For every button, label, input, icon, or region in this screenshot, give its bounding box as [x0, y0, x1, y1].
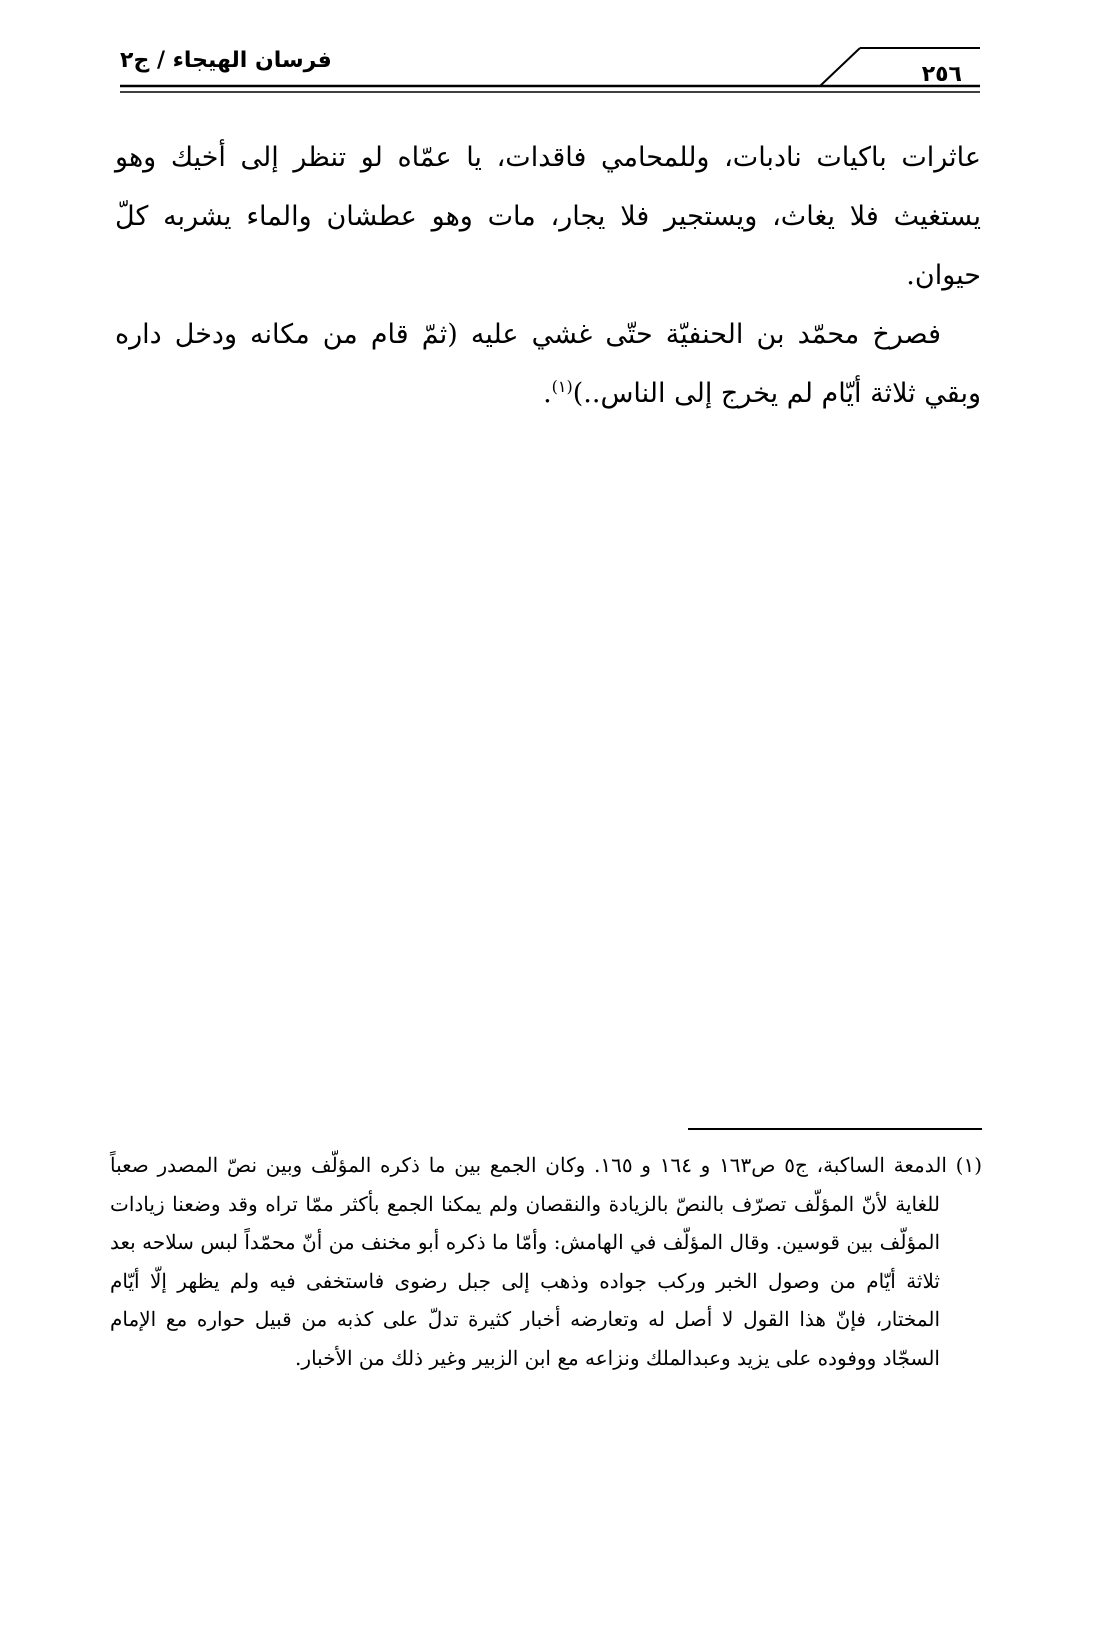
footnote-reference[interactable]: (١) — [551, 377, 573, 396]
main-text — [115, 128, 981, 423]
paragraph-text: فصرخ محمّد بن الحنفيّة حتّى غشي عليه (ثمّ قام من مكانه ودخل داره وبقي ثلاثة أيّام لم يخرج إلى الناس..) — [115, 319, 981, 409]
footnote: (١) الدمعة الساكبة، ج٥ ص١٦٣ و ١٦٤ و ١٦٥. وكان الجمع بين ما ذكره المؤلّف وبين نصّ المصدر صعباً للغاية لأنّ المؤلّف تصرّف بالنصّ بالزيادة والنقصان ولم يمكنا الجمع بأكثر ممّا تراه وقد وضعنا زيادات المؤلّف بين قوسين. وقال المؤلّف في الهامش: وأمّا ما ذكره أبو مخنف من أنّ محمّداً لبس سلاحه بعد ثلاثة أيّام من وصول الخبر وركب جواده وذهب إلى جبل رضوى فاستخفى فيه ولم يظهر إلّا أيّام المختار، فإنّ هذا القول لا أصل له وتعارضه أخبار كثيرة تدلّ على كذبه من قبيل حواره مع الإمام السجّاد ووفوده على يزيد وعبدالملك ونزاعه مع ابن الزبير وغير ذلك من الأخبار. — [110, 1153, 982, 1370]
footnotes — [110, 1146, 982, 1377]
paragraph: عاثرات باكيات نادبات، وللمحامي فاقدات، يا عمّاه لو تنظر إلى أخيك وهو يستغيث فلا يغاث، ويستجير فلا يجار، مات وهو عطشان والماء يشربه كلّ حيوان. — [115, 142, 981, 291]
page-header — [120, 44, 980, 100]
page-number: ٢٥٦ — [921, 62, 962, 87]
footnote-separator — [688, 1128, 982, 1130]
running-title: فرسان الهيجاء / ج٢ — [120, 48, 332, 73]
paragraph-end: . — [543, 378, 552, 409]
paragraph — [115, 305, 981, 423]
